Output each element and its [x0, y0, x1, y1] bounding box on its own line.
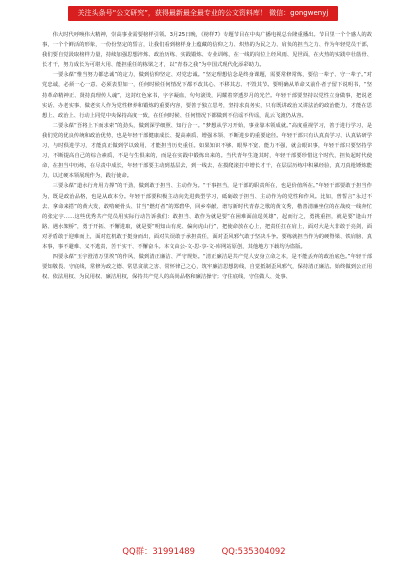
paragraph-point-3: 三要永葆“道水行舟用力撑”的干劲，做到敢于担当、主动作为。“干事担当，是干部的职责所在，也是价值所在。”年轻干部要敢于担当作为，既是政治品格，也是从政本分。年轻干部要积极主动向先进典型学习，砥砺敢于担当、主动作为的党性和作风。比如，曾誓言“永过不去、拿命来搭”的黄大发，敢啃硬骨头、甘当“燃灯者”的郑碧华，回乡奉献、谱写新时代青春之歌的黄文秀，楷善清廉坐位的在战疫一线奔忙的张定宇……这些优秀共产党员用实际行动告诉我们：敢担当、敢作为就是要“在困难面前逞英雄”，起而行之，勇挑重担，就是要“逢山开路、遇水架桥”，勇于开拓、不懈进取，就是要“明知山有虎、偏向虎山行”，把使命放在心上，把责任扛在肩上，面对大是大非敢于亮剑，面对矛盾敢于迎难而上，面对危机敢于挺身而出，面对失误敢于承担责任，面对歪风邪气敢于坚决斗争。要练就担当作为的硬脊梁、铁肩膀、真本事，事不避难、义不逃责，苦干实干、不懈奋斗。本文由公-文-思-享-文-库网站原创，其他地方下载均为盗版。	[42, 183, 372, 250]
paragraph-intro: 伟大时代呼唤伟大精神，崇高事业需要榜样引领。3月25日晚，《榜样7》专题节目在中央广播电视总台隆重播出。节目里一个个感人的故事，一个个鲜活的形象，一份份坚定的誓言，让我们看到榜样身上蕴藏的信仰之力、炽热的为民之力、肩负的担当之力、作为年轻党员干部，我们要自觉汲取榜样力量，持续加强思想淬炼、政治历练、实践锻炼、专业训练，在一线的岗位上经风雨、见世面，在火热的实践中壮筋骨、长才干，努力成长为可堪大用、能担重任的栋梁之才，以“青春之我”为中国式现代化添彩助力。	[42, 32, 372, 69]
article-body	[42, 30, 372, 282]
paragraph-point-4: 四要永葆“玉宇澄清万里埃”的作风，做到清正廉洁、严守规矩。“清正廉洁是共产党人安身立命之本，是不能丢弃的政治底色。”年轻干部要知敬畏、守底线，常修为政之德、常思贪欲之害、常怀律己之心，筑牢廉洁思想防线，自觉抵制歪风邪气，保持清正廉洁。始终做到公正用权、依法用权、为民用权、廉洁用权，保持共产党人的高尚品格和廉洁操守；守住底线，守住做人、处事、	[42, 254, 372, 281]
qq-group-number: QQ群：31991489	[122, 546, 195, 556]
promo-banner	[68, 6, 338, 21]
paragraph-point-1: 一要永葆“惟当努力都忠诚”的定力，做到信仰坚定、对党忠诚。“坚定理想信念是终身课题，需要常修常炼，要信一辈子、守一辈子。”对党忠诚，必须一心一意、必须表里如一，任何时候任何情况下都不改其心、不移其志、不毁其节。要明确从革命又前仆者子留下说明书，“坚持革命精神正、贤持真理传人魂”，这封红色家书，字字凝血，句句滚烫，闪耀着穿透岁月的光芒。年轻干部要坚持以党性立身做事，把说老实话、办老实事、做老实人作为党性修养和锻炼的重要内容，要善于独立思考，坚持求真务实，只有既讲政治又讲法治的政治能力，才能在思想上、政治上、行动上同党中央保持高度一致，在任何时候、任何情况下都做到不信谣不传谣，乱云飞渡仍从容。	[42, 72, 372, 119]
promo-banner-text: 关注头条号“公文研究”，获得最新最全最专业的公文资料库！ 微信：gongwenyj	[77, 9, 329, 17]
contact-footer	[0, 545, 408, 557]
paragraph-point-2: 二要永葆“吾将上下而求索”的劲头，做到深学细照、知行合一。“梦想从学习开始，事业靠本领成就。”高度重视学习，善于进行学习，是我们党的优良传统和政治优势，也是年轻干部健康成长、提高素质、增强本领、不断进步的重要途径。年轻干部只有认真真学习、认真钻研学习，与时俱进学习，才能真正做到学以致用，才能担当历史重任。如果知识不够、眼界不宽、能力不强，就会眼识事，年轻干部只要坚持学习，不断提高自己的综合素质，不是与生俱来的，而是在实践中锻炼出来的。当代青年生逢其时，年轻干部要珍惜这个时代，担负起时代使命，在担当中历练，在尽责中成长，年轻干部要主动到基层去，到一线去，在摸爬滚打中增长才干，在层层历练中积累经验，真刀真枪锤炼能力，以过硬本领展现作为，践行使命。	[42, 122, 372, 180]
qq-number: QQ:535304092	[221, 546, 286, 556]
